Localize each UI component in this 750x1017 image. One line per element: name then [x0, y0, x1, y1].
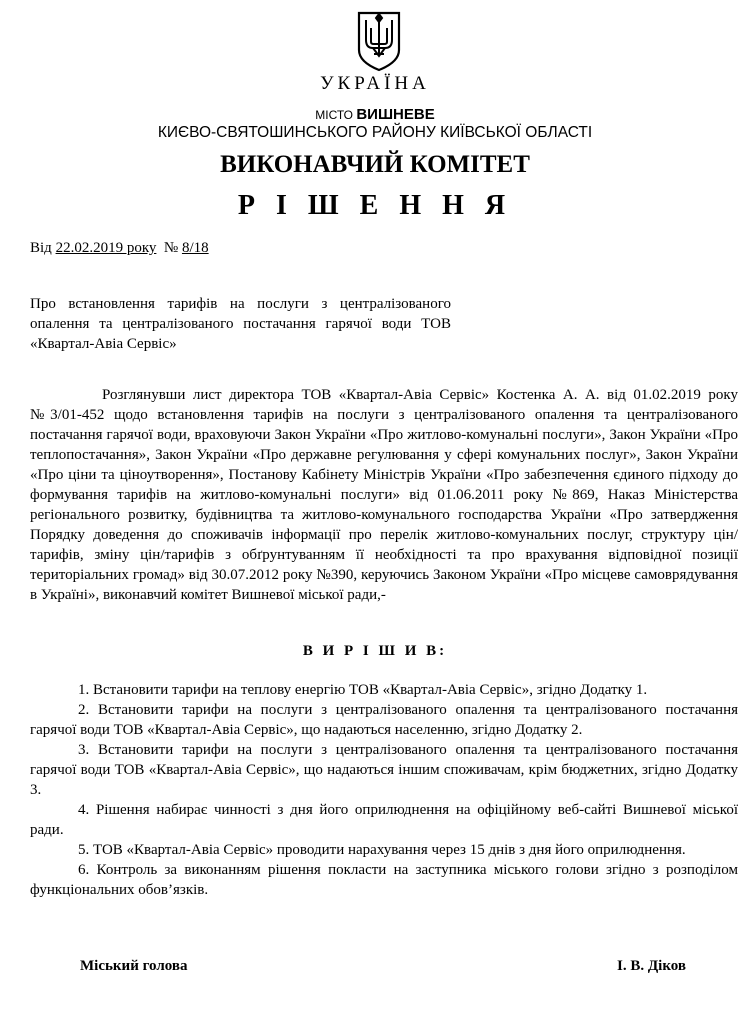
- document-date-number: [30, 240, 209, 257]
- committee-title: ВИКОНАВЧИЙ КОМІТЕТ: [220, 151, 530, 178]
- date-prefix: Від: [30, 240, 52, 256]
- signature-role: Міський голова: [80, 958, 188, 974]
- country-name: УКРАЇНА: [320, 73, 430, 94]
- city-name: ВИШНЕВЕ: [356, 106, 435, 123]
- decision-item: 5. ТОВ «Квартал-Авіа Сервіс» проводити нарахування через 15 днів з дня його оприлюднення.: [78, 842, 686, 858]
- decision-item: 4. Рішення набирає чинності з дня його оприлюднення на офіційному веб-сайті Вишневої міської ради.: [30, 802, 738, 838]
- decision-item: 3. Встановити тарифи на послуги з централізованого опалення та централізованого постачання гарячої води ТОВ «Квартал-Авіа Сервіс», що надаються іншим споживачам, крім бюджетних, згідно Додатку 3.: [30, 742, 738, 798]
- number-prefix: №: [163, 240, 179, 256]
- signature-name: І. В. Діков: [617, 958, 687, 974]
- decision-item: 6. Контроль за виконанням рішення покласти на заступника міського голови згідно з розподілом функціональних обов’язків.: [30, 862, 738, 898]
- decision-item: 2. Встановити тарифи на послуги з централізованого опалення та централізованого постачання гарячої води ТОВ «Квартал-Авіа Сервіс», що надаються населенню, згідно Додатку 2.: [30, 702, 738, 738]
- city-line: [0, 106, 750, 123]
- city-prefix: МІСТО: [315, 108, 353, 122]
- decision-item: 1. Встановити тарифи на теплову енергію ТОВ «Квартал-Авіа Сервіс», згідно Додатку 1.: [78, 682, 648, 698]
- district-name: КИЄВО-СВЯТОШИНСЬКОГО РАЙОНУ КИЇВСЬКОЇ ОБЛАСТІ: [157, 124, 593, 141]
- resolved-heading: В И Р І Ш И В:: [302, 643, 448, 659]
- document-type-title: Р І Ш Е Н Н Я: [237, 190, 513, 221]
- document-number: 8/18: [181, 240, 209, 256]
- trident-coat-of-arms-icon: [355, 10, 403, 72]
- decision-subject: Про встановлення тарифів на послуги з централізованого опалення та централізованого постачання гарячої води ТОВ «Квартал-Авіа Сервіс»: [30, 296, 451, 352]
- document-date: 22.02.2019 року: [55, 240, 157, 256]
- preamble-paragraph: Розглянувши лист директора ТОВ «Квартал-Авіа Сервіс» Костенка А. А. від 01.02.2019 року №3/01-452 щодо встановлення тарифів на послуги з централізованого опалення та централізованого постачання гарячої води, враховуючи Закон України «Про житлово-комунальні послуги», Закон України «Про теплопостачання», Закон України «Про державне регулювання у сфері комунальних послуг», Закон України «Про ціни та ціноутворення», Постанову Кабінету Міністрів України «Про забезпечення єдиного підходу до формування тарифів на житлово-комунальні послуги» від 01.06.2011 року №869, Наказ Міністерства регіонального розвитку, будівництва та житлово-комунального господарства України «Про затвердження Порядку доведення до споживачів інформації про перелік житлово-комунальних послуг, структуру цін/тарифів, зміну цін/тарифів з обґрунтуванням її необхідності та про врахування відповідної позиції територіальних громад» від 30.07.2012 року №390, керуючись Законом України «Про місцеве самоврядування в Україні», виконавчий комітет Вишневої міської ради,-: [30, 387, 738, 603]
- decision-items: [30, 680, 738, 900]
